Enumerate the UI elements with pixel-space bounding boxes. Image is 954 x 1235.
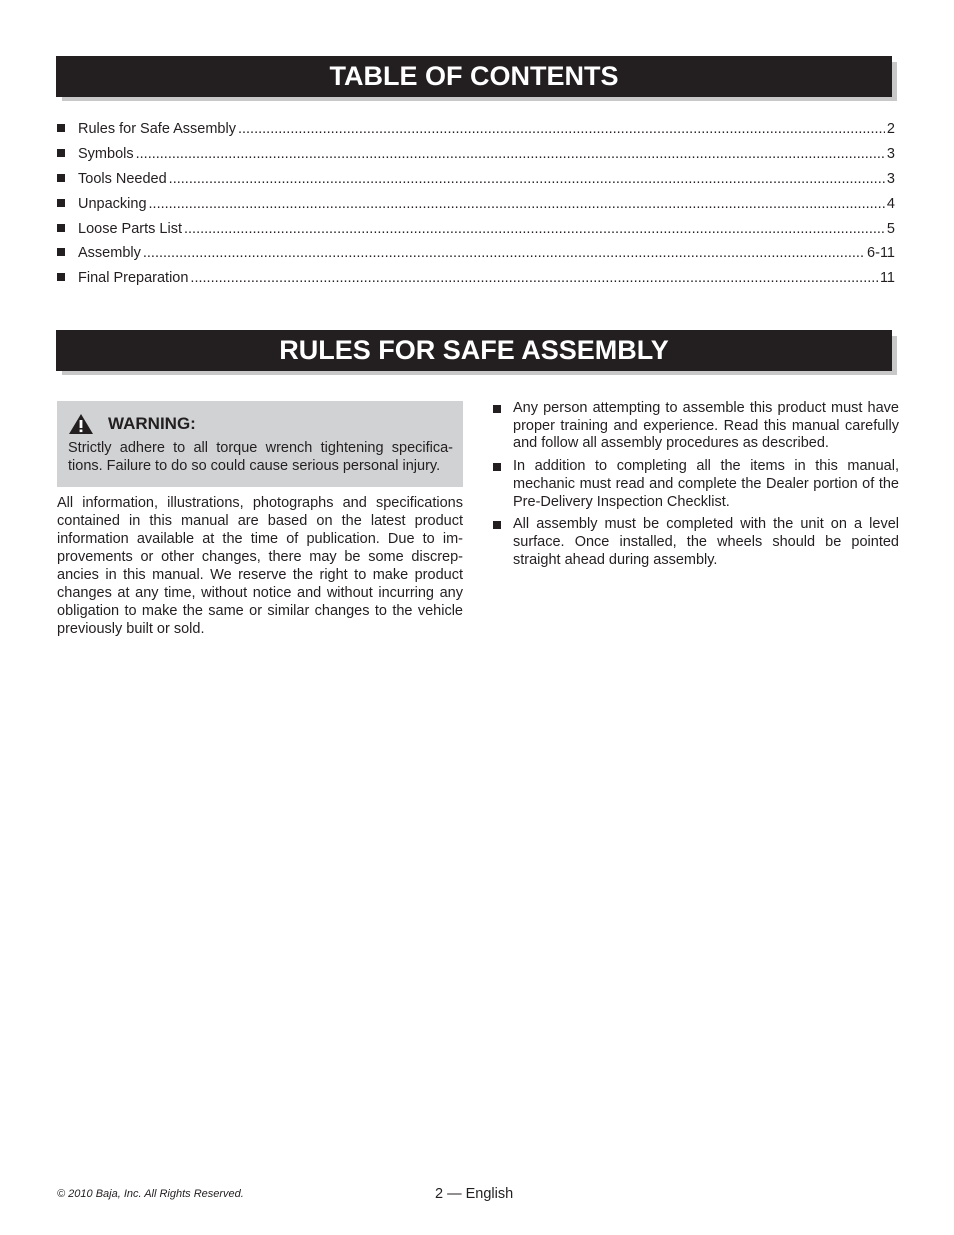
warning-box [57,401,463,487]
warning-heading: WARNING: [108,414,196,433]
toc-item-page: 3 [886,145,895,162]
warning-text: Strictly adhere to all torque wrench tightening specifica-tions. Failure to do so could cause serious personal injury. [68,440,453,474]
toc-item[interactable] [57,171,895,196]
toc-title: TABLE OF CONTENTS [56,56,892,97]
toc-item-page: 5 [886,220,895,237]
square-bullet-icon [57,124,65,132]
toc-item-label: Final Preparation [78,270,189,287]
rules-title: RULES FOR SAFE ASSEMBLY [56,330,892,371]
square-bullet-icon [493,521,501,529]
toc-item-page: 3 [886,170,895,187]
square-bullet-icon [57,199,65,207]
toc-item-label: Symbols [78,145,134,162]
toc-leader-dots [190,270,878,286]
toc-item[interactable] [57,270,895,295]
toc-leader-dots [136,146,885,162]
rule-bullet [493,516,899,569]
toc-item-label: Unpacking [78,195,147,212]
toc-item[interactable] [57,196,895,221]
rules-banner [56,330,897,375]
toc-leader-dots [149,196,885,212]
square-bullet-icon [57,248,65,256]
square-bullet-icon [493,463,501,471]
rules-bullet-list [493,400,899,574]
rule-text: In addition to completing all the items in this manual, mechanic must read and complete the Dealer portion of the Pre-Delivery Inspection Checklist. [513,458,899,510]
square-bullet-icon [57,174,65,182]
page-number-label: 2 — English [435,1186,514,1202]
toc-item[interactable] [57,245,895,270]
square-bullet-icon [57,273,65,281]
toc-leader-dots [238,121,885,137]
rule-text: All assembly must be completed with the unit on a level surface. Once installed, the wheels should be pointed straight ahead during assembly. [513,516,899,568]
toc-item-page: 11 [879,270,895,287]
toc-leader-dots [184,221,885,237]
toc-item-label: Assembly [78,245,141,262]
square-bullet-icon [57,224,65,232]
toc-item[interactable] [57,221,895,246]
toc-item[interactable] [57,146,895,171]
toc-leader-dots [143,245,865,261]
rule-bullet [493,458,899,511]
rule-bullet [493,400,899,453]
toc-item-label: Loose Parts List [78,220,182,237]
toc-item-label: Rules for Safe Assembly [78,121,236,137]
rule-text: Any person attempting to assemble this product must have proper training and experience. Read this manual carefully and follow all assembly procedures as described. [513,400,899,452]
toc-item[interactable] [57,121,895,146]
toc-banner [56,56,897,101]
toc-item-page: 6-11 [867,245,895,262]
disclaimer-paragraph: All information, illustrations, photographs and specifications contained in this manual are based on the latest product information available at the time of publication. Due to im-provements or other changes, there may be some discrep-ancies in this manual. We reserve the right to make product changes at any time, without notice and without incurring any obligation to make the same or similar changes to the vehicle previously built or sold. [57,495,463,637]
warning-triangle-icon [68,413,94,435]
square-bullet-icon [57,149,65,157]
toc-list [57,121,895,295]
toc-item-page: 4 [886,195,895,212]
copyright-notice: © 2010 Baja, Inc. All Rights Reserved. [57,1188,244,1200]
square-bullet-icon [493,405,501,413]
toc-leader-dots [169,171,885,187]
warning-heading-row [68,413,453,435]
toc-item-page: 2 [886,121,895,137]
toc-item-label: Tools Needed [78,170,167,187]
